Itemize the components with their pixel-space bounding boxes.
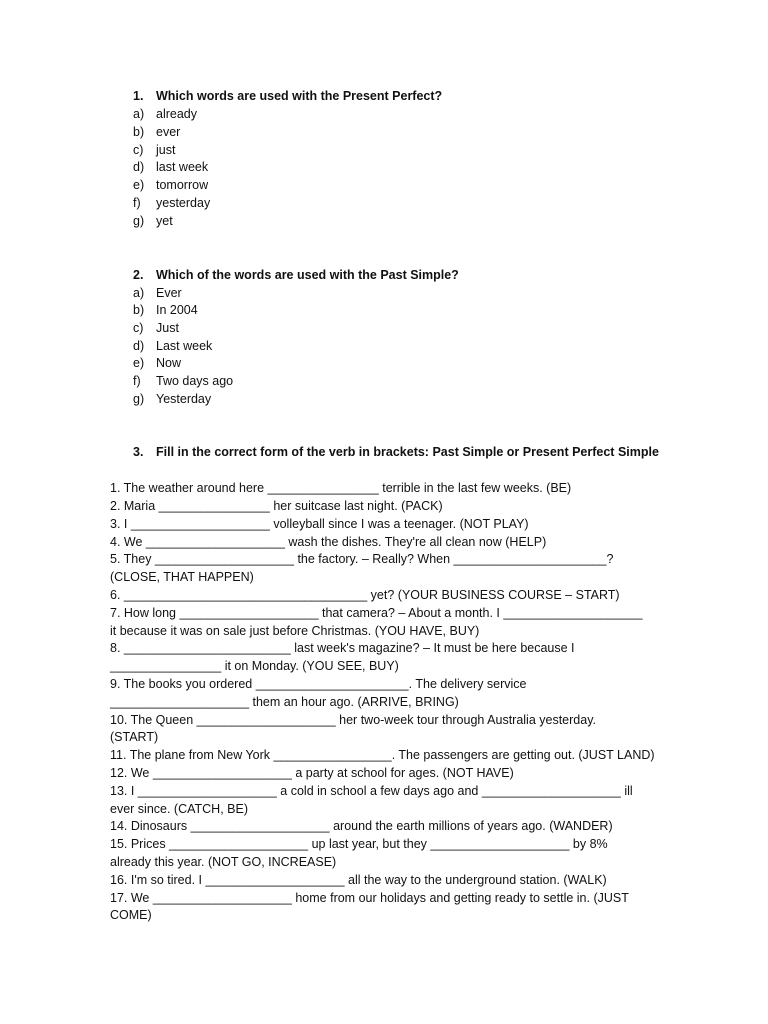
exercise-line: 12. We ____________________ a party at school for ages. (NOT HAVE) — [110, 766, 514, 780]
question-2-heading — [133, 268, 459, 282]
option-letter: f) — [133, 374, 141, 388]
exercise-line: (CLOSE, THAT HAPPEN) — [110, 570, 254, 584]
exercise-line: 11. The plane from New York _________________. The passengers are getting out. (JUST LAND) — [110, 748, 655, 762]
exercise-line: 15. Prices ____________________ up last year, but they ____________________ by 8% — [110, 837, 608, 851]
q2-option-g — [133, 392, 211, 406]
option-letter: f) — [133, 196, 141, 210]
option-letter: a) — [133, 107, 145, 121]
option-text: Ever — [156, 286, 182, 300]
q1-option-d — [133, 160, 208, 174]
exercise-line: 10. The Queen ____________________ her two-week tour through Australia yesterday. — [110, 713, 596, 727]
exercise-line: COME) — [110, 908, 152, 922]
exercise-line: ever since. (CATCH, BE) — [110, 802, 248, 816]
question-2-number: 2. — [133, 268, 144, 282]
option-letter: g) — [133, 214, 145, 228]
question-2-text: Which of the words are used with the Past Simple? — [156, 268, 459, 282]
exercise-line: 4. We ____________________ wash the dishes. They're all clean now (HELP) — [110, 535, 547, 549]
q2-option-a — [133, 286, 182, 300]
q1-option-b — [133, 125, 180, 139]
question-3-heading — [133, 445, 659, 459]
option-letter: a) — [133, 286, 145, 300]
option-text: Two days ago — [156, 374, 234, 388]
exercise-line: 7. How long ____________________ that camera? – About a month. I ____________________ — [110, 606, 643, 620]
q2-option-b — [133, 303, 198, 317]
q2-option-c — [133, 321, 179, 335]
question-3-number: 3. — [133, 445, 144, 459]
option-letter: e) — [133, 356, 145, 370]
q1-option-e — [133, 178, 208, 192]
exercise-line: 16. I'm so tired. I ____________________ all the way to the underground station. (WALK) — [110, 873, 607, 887]
q1-option-a — [133, 107, 197, 121]
option-letter: c) — [133, 321, 144, 335]
option-letter: b) — [133, 125, 145, 139]
q2-option-f — [133, 374, 233, 388]
question-3-text: Fill in the correct form of the verb in brackets: Past Simple or Present Perfect Simple — [156, 445, 659, 459]
q2-option-d — [133, 339, 212, 353]
exercise-line: already this year. (NOT GO, INCREASE) — [110, 855, 337, 869]
option-text: In 2004 — [156, 303, 198, 317]
exercise-line: 1. The weather around here ________________ terrible in the last few weeks. (BE) — [110, 481, 572, 495]
question-1-heading — [133, 89, 442, 103]
option-text: Last week — [156, 339, 213, 353]
exercise-line: ____________________ them an hour ago. (ARRIVE, BRING) — [110, 695, 459, 709]
option-text: last week — [156, 160, 209, 174]
question-1-number: 1. — [133, 89, 144, 103]
q2-option-e — [133, 356, 181, 370]
exercise-line: 14. Dinosaurs ____________________ around the earth millions of years ago. (WANDER) — [110, 819, 613, 833]
option-text: already — [156, 107, 197, 121]
exercise-line: 6. ___________________________________ yet? (YOUR BUSINESS COURSE – START) — [110, 588, 620, 602]
option-text: tomorrow — [156, 178, 209, 192]
exercise-line: 3. I ____________________ volleyball since I was a teenager. (NOT PLAY) — [110, 517, 529, 531]
option-text: Just — [156, 321, 179, 335]
option-text: just — [156, 143, 176, 157]
exercise-line: 9. The books you ordered ______________________. The delivery service — [110, 677, 527, 691]
exercise-line: 8. ________________________ last week's magazine? – It must be here because I — [110, 641, 575, 655]
exercise-line: 5. They ____________________ the factory. – Really? When ______________________? — [110, 552, 614, 566]
exercise-line: 17. We ____________________ home from our holidays and getting ready to settle in. (JUST — [110, 891, 629, 905]
exercise-line: (START) — [110, 730, 159, 744]
exercise-line: 13. I ____________________ a cold in school a few days ago and ____________________ ill — [110, 784, 633, 798]
q1-option-g — [133, 214, 173, 228]
option-letter: b) — [133, 303, 145, 317]
option-text: yesterday — [156, 196, 211, 210]
q1-option-f — [133, 196, 210, 210]
option-letter: e) — [133, 178, 145, 192]
exercise-line: ________________ it on Monday. (YOU SEE, BUY) — [110, 659, 399, 673]
q1-option-c — [133, 143, 175, 157]
option-letter: d) — [133, 160, 145, 174]
option-letter: d) — [133, 339, 145, 353]
option-text: ever — [156, 125, 181, 139]
option-text: Now — [156, 356, 182, 370]
option-letter: g) — [133, 392, 145, 406]
exercise-line: 2. Maria ________________ her suitcase last night. (PACK) — [110, 499, 443, 513]
question-1-text: Which words are used with the Present Perfect? — [156, 89, 443, 103]
exercise-line: it because it was on sale just before Christmas. (YOU HAVE, BUY) — [110, 624, 480, 638]
option-text: yet — [156, 214, 173, 228]
option-text: Yesterday — [156, 392, 212, 406]
option-letter: c) — [133, 143, 144, 157]
